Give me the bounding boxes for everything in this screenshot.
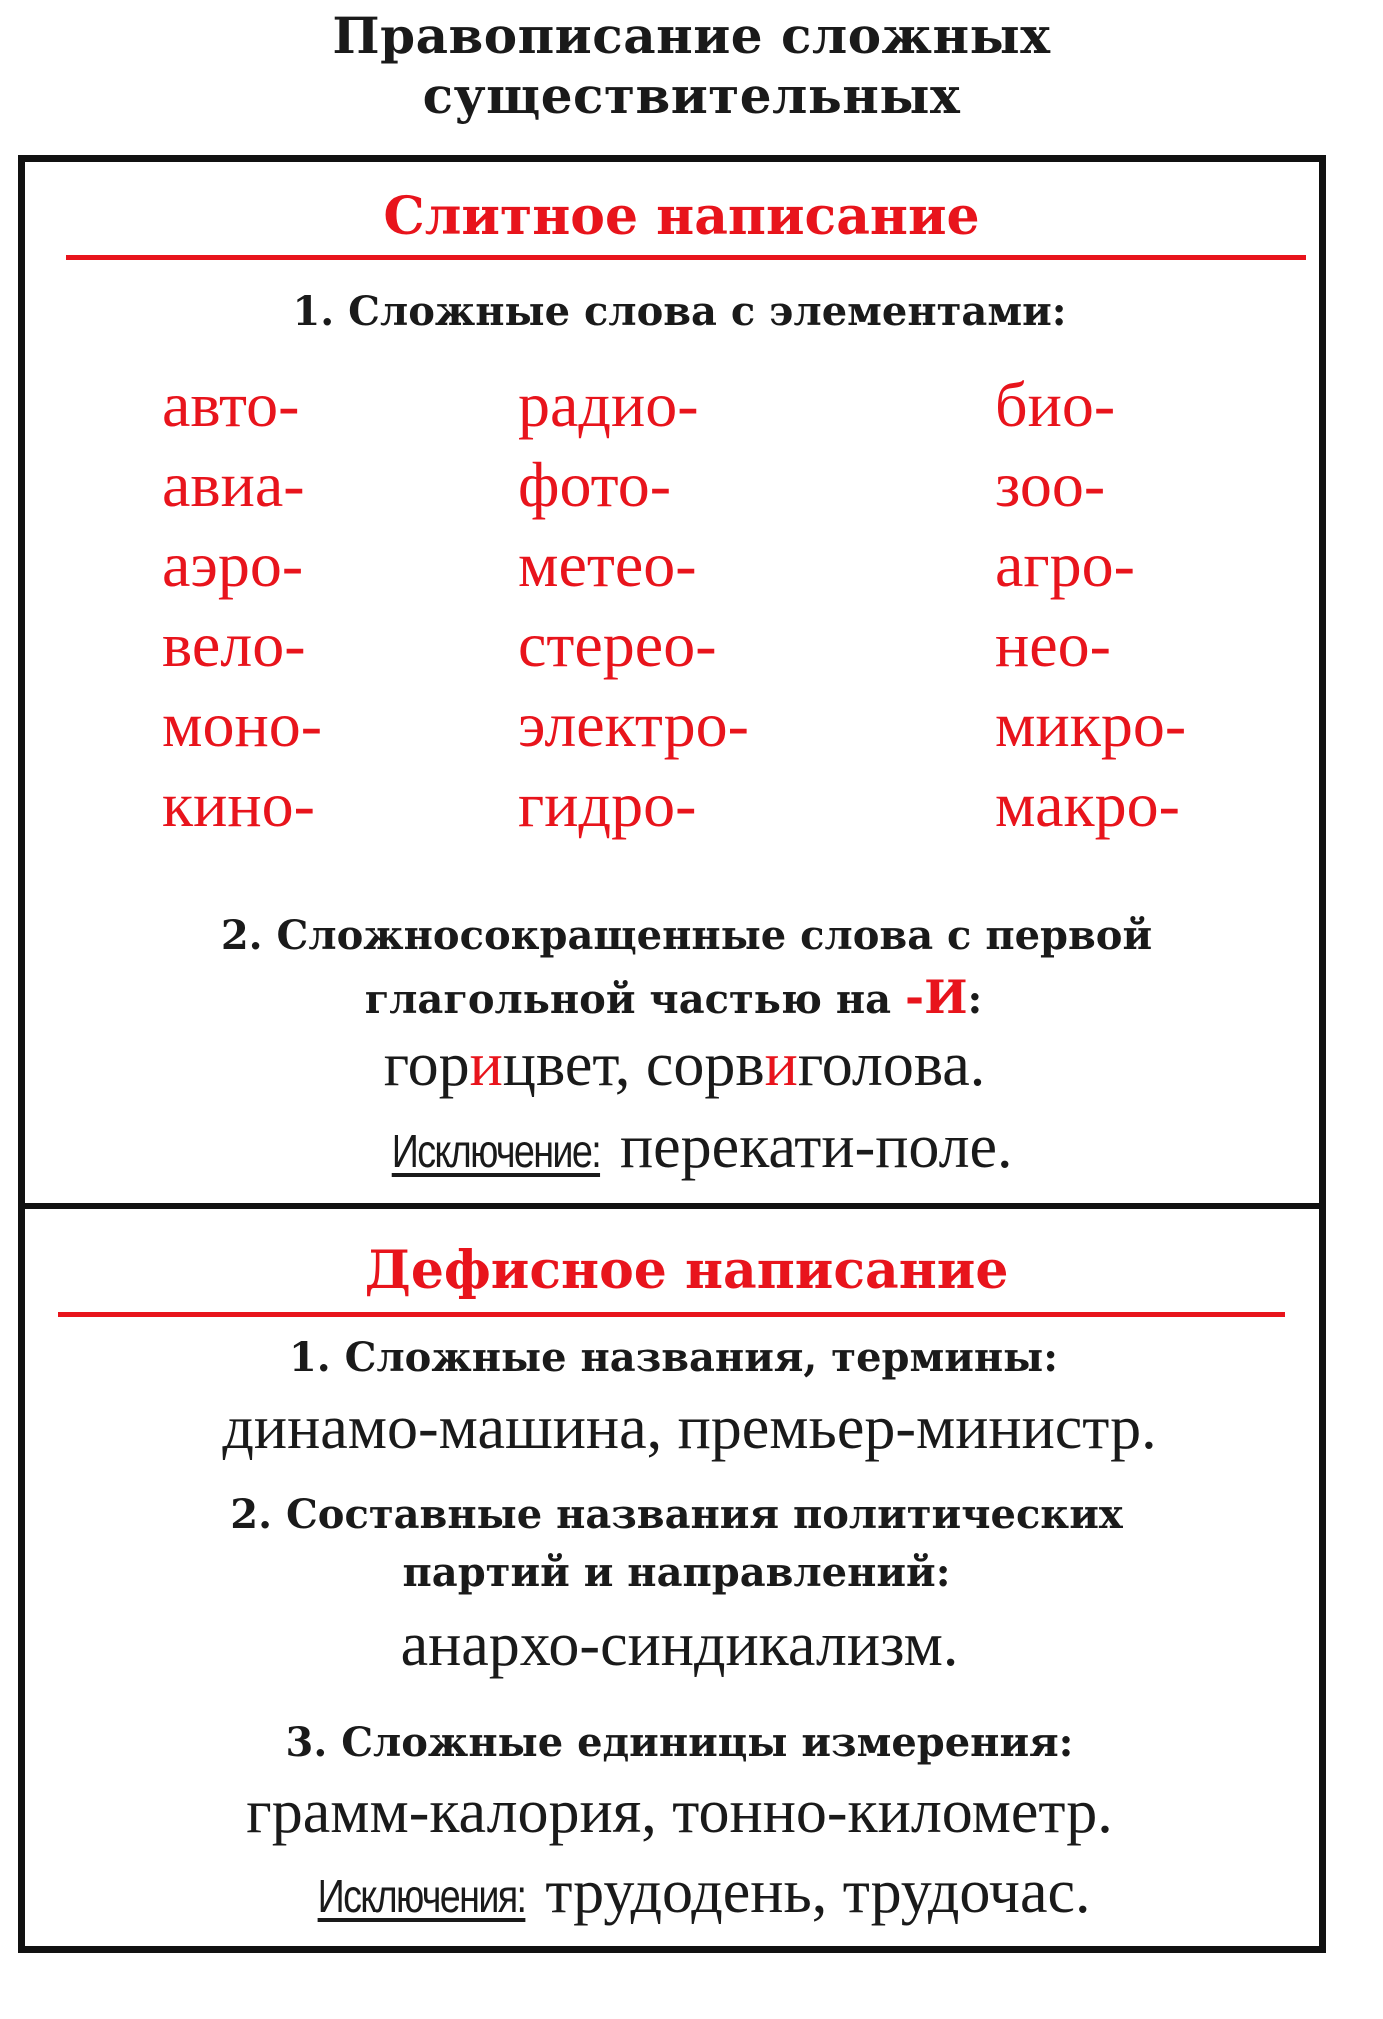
fused-rule-1-heading: 1. Сложные слова с элементами:	[292, 288, 1067, 335]
prefix-item: аэро-	[162, 529, 304, 600]
prefix-column-3	[995, 365, 1186, 845]
exception-label: Исключения:	[318, 1870, 526, 1922]
hyphen-rule-3-heading: 3. Сложные единицы измерения:	[285, 1719, 1074, 1766]
prefix-item: био-	[995, 369, 1116, 440]
fused-rule-2-heading-line-1: 2. Сложносокращенные слова с первой	[220, 912, 1153, 959]
exception-text: трудодень, трудочас.	[545, 1858, 1091, 1926]
prefix-item: кино-	[162, 769, 315, 840]
prefix-item: макро-	[995, 769, 1180, 840]
prefix-item: агро-	[995, 529, 1135, 600]
exception-text: перекати-поле.	[619, 1113, 1013, 1181]
red-rule-hyphen	[58, 1312, 1285, 1317]
section-title-hyphen: Дефисное написание	[364, 1240, 1009, 1301]
prefix-item: микро-	[995, 689, 1187, 760]
red-rule-fused	[66, 255, 1306, 260]
hyphen-example-2: анархо-синдикализм.	[400, 1611, 959, 1679]
prefix-item: гидро-	[518, 769, 697, 840]
hyphen-rule-1-heading: 1. Сложные названия, термины:	[288, 1334, 1059, 1381]
fused-rule-2-text: глагольной частью на	[364, 976, 892, 1023]
prefix-item: стерео-	[518, 609, 717, 680]
prefix-item: радио-	[518, 369, 699, 440]
prefix-item: авиа-	[162, 449, 305, 520]
prefix-item: фото-	[518, 449, 672, 520]
prefix-item: авто-	[162, 369, 300, 440]
fused-rule-2-heading-line-2	[0, 970, 1365, 1024]
fused-exception	[0, 1112, 1371, 1183]
page-title-line-1: Правописание сложных	[332, 6, 1051, 65]
prefix-item: метео-	[518, 529, 697, 600]
example-part: голова.	[797, 1031, 986, 1099]
hyphen-rule-2-heading-line-2: партий и направлений:	[402, 1549, 951, 1596]
example-highlight: и	[764, 1031, 798, 1099]
hyphen-example-3: грамм-калория, тонно-километр.	[246, 1778, 1113, 1846]
prefix-item: вело-	[162, 609, 306, 680]
prefix-item: нео-	[995, 609, 1111, 680]
prefix-item: моно-	[162, 689, 323, 760]
example-part: цвет, сорв	[502, 1031, 765, 1099]
example-highlight: и	[469, 1031, 503, 1099]
section-divider	[18, 1203, 1326, 1209]
section-title-fused: Слитное написание	[383, 186, 980, 247]
hyphen-rule-2-heading-line-1: 2. Составные названия политических	[230, 1491, 1123, 1538]
example-part: гор	[383, 1031, 470, 1099]
fused-rule-2-suffix: -И	[904, 970, 968, 1024]
prefix-item: зоо-	[995, 449, 1106, 520]
page-title-line-2: существительных	[422, 66, 961, 125]
hyphen-example-1: динамо-машина, премьер-министр.	[222, 1394, 1157, 1462]
prefix-column-2	[518, 365, 749, 845]
exception-label: Исключение:	[392, 1125, 601, 1177]
fused-rule-2-colon: :	[967, 976, 983, 1023]
prefix-item: электро-	[518, 689, 749, 760]
prefix-column-1	[162, 365, 322, 845]
hyphen-exception	[0, 1857, 1373, 1928]
fused-example	[0, 1030, 1376, 1101]
